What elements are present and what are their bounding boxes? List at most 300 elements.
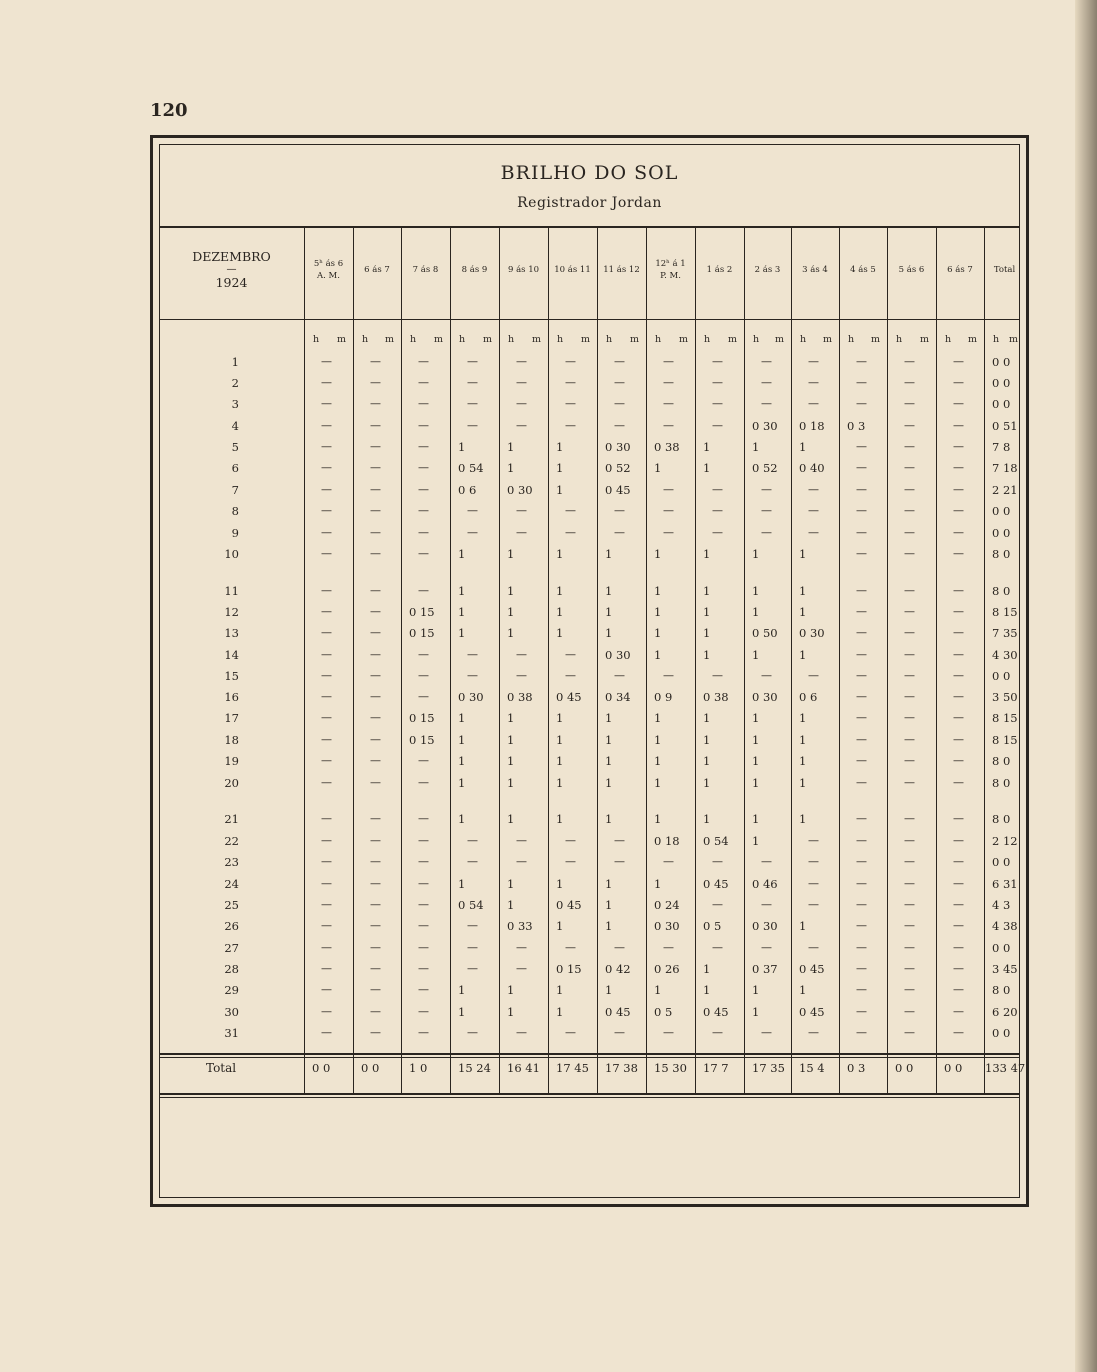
table-cell: 1 bbox=[654, 626, 662, 640]
table-cell: — bbox=[953, 419, 964, 432]
day-number: 14 bbox=[224, 648, 239, 662]
table-cell: — bbox=[516, 855, 527, 868]
table-cell: 0 0 bbox=[992, 941, 1011, 955]
table-cell: 1 bbox=[507, 605, 515, 619]
table-cell: 1 bbox=[654, 648, 662, 662]
table-cell: — bbox=[712, 526, 723, 539]
table-cell: 1 bbox=[556, 983, 564, 997]
table-cell: — bbox=[467, 504, 478, 517]
day-number: 18 bbox=[224, 733, 239, 747]
table-cell: 8 0 bbox=[992, 983, 1011, 997]
table-cell: 0 0 bbox=[992, 504, 1011, 518]
column-header-line1: 5 ás 6 bbox=[898, 265, 925, 275]
table-cell: — bbox=[856, 648, 867, 661]
table-cell: — bbox=[370, 733, 381, 746]
table-cell: — bbox=[614, 855, 625, 868]
table-cell: — bbox=[370, 483, 381, 496]
column-divider bbox=[984, 226, 985, 1093]
table-cell: — bbox=[856, 461, 867, 474]
day-number: 17 bbox=[224, 711, 239, 725]
column-divider bbox=[936, 226, 937, 1093]
day-number: 7 bbox=[231, 483, 239, 497]
table-cell: — bbox=[467, 648, 478, 661]
table-cell: — bbox=[321, 1026, 332, 1039]
table-cell: 1 bbox=[654, 547, 662, 561]
column-divider bbox=[401, 226, 402, 1093]
table-cell: — bbox=[761, 504, 772, 517]
table-cell: 1 bbox=[752, 834, 760, 848]
day-number: 22 bbox=[224, 834, 239, 848]
table-cell: 0 30 bbox=[605, 440, 631, 454]
table-cell: — bbox=[321, 461, 332, 474]
table-cell: — bbox=[321, 504, 332, 517]
unit-hours: h bbox=[313, 334, 320, 345]
table-cell: — bbox=[761, 376, 772, 389]
table-cell: 0 30 bbox=[752, 690, 778, 704]
table-cell: — bbox=[856, 690, 867, 703]
unit-minutes: m bbox=[775, 334, 785, 345]
table-cell: — bbox=[370, 754, 381, 767]
table-cell: — bbox=[712, 355, 723, 368]
table-cell: — bbox=[418, 776, 429, 789]
table-cell: — bbox=[953, 547, 964, 560]
table-cell: 1 bbox=[605, 776, 613, 790]
table-cell: 1 bbox=[458, 711, 466, 725]
table-cell: — bbox=[370, 776, 381, 789]
table-cell: — bbox=[321, 754, 332, 767]
table-cell: — bbox=[904, 355, 915, 368]
table-cell: 0 30 bbox=[654, 919, 680, 933]
table-cell: 1 bbox=[556, 461, 564, 475]
unit-hours: h bbox=[704, 334, 711, 345]
table-cell: 0 15 bbox=[409, 605, 435, 619]
table-cell: 1 bbox=[458, 626, 466, 640]
table-cell: 1 bbox=[703, 776, 711, 790]
table-cell: 1 bbox=[752, 547, 760, 561]
table-cell: — bbox=[418, 483, 429, 496]
table-cell: — bbox=[904, 733, 915, 746]
table-cell: — bbox=[370, 419, 381, 432]
table-cell: — bbox=[370, 711, 381, 724]
table-cell: — bbox=[565, 355, 576, 368]
table-cell: 0 45 bbox=[703, 1005, 729, 1019]
table-cell: 0 50 bbox=[752, 626, 778, 640]
table-cell: 1 bbox=[703, 711, 711, 725]
table-cell: — bbox=[321, 440, 332, 453]
table-cell: — bbox=[856, 962, 867, 975]
day-number: 25 bbox=[224, 898, 239, 912]
table-cell: 0 15 bbox=[409, 733, 435, 747]
table-cell: — bbox=[516, 669, 527, 682]
day-number: 24 bbox=[224, 877, 239, 891]
table-cell: 0 38 bbox=[507, 690, 533, 704]
table-cell: — bbox=[953, 754, 964, 767]
table-cell: — bbox=[370, 355, 381, 368]
table-cell: 1 bbox=[556, 812, 564, 826]
table-cell: 1 bbox=[507, 733, 515, 747]
table-cell: — bbox=[904, 669, 915, 682]
column-header-line1: 11 ás 12 bbox=[603, 265, 640, 275]
table-cell: — bbox=[712, 855, 723, 868]
column-header bbox=[791, 264, 839, 276]
table-cell: 1 bbox=[752, 440, 760, 454]
table-cell: 1 bbox=[458, 584, 466, 598]
table-cell: — bbox=[418, 461, 429, 474]
table-cell: 1 bbox=[605, 898, 613, 912]
table-cell: — bbox=[565, 648, 576, 661]
total-cell: 17 45 bbox=[556, 1061, 589, 1075]
table-cell: — bbox=[614, 397, 625, 410]
column-divider bbox=[887, 226, 888, 1093]
column-divider bbox=[548, 226, 549, 1093]
table-cell: — bbox=[565, 376, 576, 389]
day-number: 29 bbox=[224, 983, 239, 997]
table-cell: — bbox=[565, 941, 576, 954]
table-cell: 1 bbox=[752, 983, 760, 997]
table-cell: — bbox=[953, 461, 964, 474]
table-cell: — bbox=[418, 440, 429, 453]
day-number: 19 bbox=[224, 754, 239, 768]
table-cell: 0 0 bbox=[992, 526, 1011, 540]
table-cell: 0 0 bbox=[992, 376, 1011, 390]
table-cell: — bbox=[467, 419, 478, 432]
table-cell: — bbox=[321, 1005, 332, 1018]
table-cell: — bbox=[516, 376, 527, 389]
table-cell: 1 bbox=[703, 461, 711, 475]
table-cell: 0 33 bbox=[507, 919, 533, 933]
table-cell: 1 bbox=[752, 711, 760, 725]
table-cell: — bbox=[614, 834, 625, 847]
table-cell: — bbox=[370, 397, 381, 410]
table-cell: 8 0 bbox=[992, 754, 1011, 768]
table-cell: — bbox=[565, 504, 576, 517]
table-cell: — bbox=[904, 605, 915, 618]
table-cell: 1 bbox=[605, 711, 613, 725]
table-cell: — bbox=[856, 397, 867, 410]
table-cell: — bbox=[953, 355, 964, 368]
table-cell: — bbox=[467, 355, 478, 368]
table-cell: — bbox=[953, 504, 964, 517]
table-cell: — bbox=[761, 669, 772, 682]
table-cell: — bbox=[418, 419, 429, 432]
table-cell: 1 bbox=[703, 605, 711, 619]
table-cell: 4 38 bbox=[992, 919, 1018, 933]
table-cell: 1 bbox=[605, 877, 613, 891]
page-subtitle: Registrador Jordan bbox=[517, 195, 662, 211]
column-divider bbox=[304, 226, 305, 1093]
table-cell: 1 bbox=[507, 626, 515, 640]
table-cell: 1 bbox=[654, 812, 662, 826]
table-cell: — bbox=[808, 483, 819, 496]
unit-hours: h bbox=[800, 334, 807, 345]
table-cell: — bbox=[467, 669, 478, 682]
table-cell: 0 45 bbox=[799, 1005, 825, 1019]
table-cell: 0 54 bbox=[703, 834, 729, 848]
table-cell: 8 0 bbox=[992, 776, 1011, 790]
column-header-line1: 6 ás 7 bbox=[947, 265, 973, 275]
column-header-line1: 12ʰ á 1 bbox=[655, 259, 686, 269]
unit-hours: h bbox=[848, 334, 855, 345]
table-cell: 1 bbox=[605, 983, 613, 997]
table-cell: 8 15 bbox=[992, 733, 1018, 747]
column-header-line1: 9 ás 10 bbox=[507, 265, 540, 275]
table-cell: — bbox=[370, 605, 381, 618]
table-cell: — bbox=[808, 397, 819, 410]
table-cell: 1 bbox=[458, 776, 466, 790]
table-cell: 1 bbox=[507, 584, 515, 598]
table-cell: — bbox=[418, 919, 429, 932]
table-cell: — bbox=[663, 397, 674, 410]
column-header bbox=[304, 258, 353, 282]
unit-minutes: m bbox=[337, 334, 347, 345]
table-cell: — bbox=[321, 690, 332, 703]
table-cell: 1 bbox=[458, 1005, 466, 1019]
table-cell: 0 51 bbox=[992, 419, 1018, 433]
table-cell: 0 9 bbox=[654, 690, 673, 704]
table-cell: 8 0 bbox=[992, 547, 1011, 561]
table-cell: — bbox=[321, 898, 332, 911]
table-cell: — bbox=[856, 919, 867, 932]
table-cell: — bbox=[712, 376, 723, 389]
table-cell: — bbox=[856, 983, 867, 996]
table-cell: 8 0 bbox=[992, 584, 1011, 598]
table-cell: — bbox=[712, 1026, 723, 1039]
table-cell: 1 bbox=[752, 812, 760, 826]
table-cell: — bbox=[808, 504, 819, 517]
table-cell: — bbox=[370, 919, 381, 932]
table-cell: — bbox=[418, 834, 429, 847]
table-cell: — bbox=[418, 962, 429, 975]
table-cell: — bbox=[516, 1026, 527, 1039]
table-cell: — bbox=[953, 898, 964, 911]
table-cell: 1 bbox=[458, 877, 466, 891]
column-header bbox=[548, 264, 597, 276]
table-cell: 0 37 bbox=[752, 962, 778, 976]
table-cell: 2 21 bbox=[992, 483, 1018, 497]
table-cell: — bbox=[370, 461, 381, 474]
table-cell: — bbox=[808, 1026, 819, 1039]
table-cell: — bbox=[370, 376, 381, 389]
table-cell: — bbox=[418, 584, 429, 597]
page-edge bbox=[1075, 0, 1097, 1372]
table-cell: 1 bbox=[799, 754, 807, 768]
unit-hours: h bbox=[896, 334, 903, 345]
table-cell: — bbox=[761, 526, 772, 539]
table-cell: — bbox=[856, 547, 867, 560]
table-cell: — bbox=[614, 1026, 625, 1039]
table-cell: 1 bbox=[654, 711, 662, 725]
table-cell: — bbox=[953, 669, 964, 682]
column-header bbox=[744, 264, 791, 276]
table-cell: 1 bbox=[507, 754, 515, 768]
table-cell: — bbox=[904, 461, 915, 474]
total-cell: 0 0 bbox=[361, 1061, 380, 1075]
day-number: 1 bbox=[231, 355, 239, 369]
table-cell: 3 50 bbox=[992, 690, 1018, 704]
table-cell: — bbox=[953, 483, 964, 496]
table-cell: 1 bbox=[799, 919, 807, 933]
table-cell: — bbox=[516, 941, 527, 954]
table-cell: — bbox=[663, 355, 674, 368]
column-header-line1: 10 ás 11 bbox=[554, 265, 591, 275]
day-number: 11 bbox=[224, 584, 239, 598]
column-header bbox=[936, 264, 984, 276]
table-cell: — bbox=[953, 812, 964, 825]
table-cell: — bbox=[516, 419, 527, 432]
table-cell: 1 bbox=[799, 733, 807, 747]
table-cell: 0 38 bbox=[703, 690, 729, 704]
table-cell: 1 bbox=[703, 733, 711, 747]
table-cell: 0 54 bbox=[458, 898, 484, 912]
unit-minutes: m bbox=[483, 334, 493, 345]
table-cell: — bbox=[321, 919, 332, 932]
table-cell: 4 30 bbox=[992, 648, 1018, 662]
column-header bbox=[887, 264, 936, 276]
unit-minutes: m bbox=[1009, 334, 1019, 345]
table-cell: — bbox=[614, 526, 625, 539]
column-divider bbox=[744, 226, 745, 1093]
table-cell: — bbox=[712, 397, 723, 410]
table-cell: 0 6 bbox=[458, 483, 477, 497]
total-bottom-rule bbox=[160, 1093, 1019, 1095]
table-cell: — bbox=[663, 526, 674, 539]
total-top-rule-2 bbox=[160, 1057, 1019, 1058]
table-cell: 1 bbox=[556, 547, 564, 561]
table-cell: 0 5 bbox=[654, 1005, 673, 1019]
table-cell: 1 bbox=[556, 584, 564, 598]
table-cell: — bbox=[418, 397, 429, 410]
table-cell: — bbox=[418, 1005, 429, 1018]
table-cell: 0 5 bbox=[703, 919, 722, 933]
table-cell: — bbox=[904, 1005, 915, 1018]
table-cell: — bbox=[856, 1026, 867, 1039]
table-cell: — bbox=[370, 1005, 381, 1018]
table-cell: — bbox=[614, 355, 625, 368]
table-cell: 0 18 bbox=[654, 834, 680, 848]
table-cell: 0 15 bbox=[409, 711, 435, 725]
table-cell: — bbox=[614, 504, 625, 517]
table-cell: 0 0 bbox=[992, 1026, 1011, 1040]
column-header bbox=[984, 264, 1025, 276]
table-cell: — bbox=[904, 376, 915, 389]
total-bottom-rule-2 bbox=[160, 1097, 1019, 1098]
total-cell: 1 0 bbox=[409, 1061, 428, 1075]
table-cell: — bbox=[321, 605, 332, 618]
table-cell: — bbox=[761, 483, 772, 496]
table-cell: 0 30 bbox=[605, 648, 631, 662]
table-cell: — bbox=[321, 834, 332, 847]
table-cell: — bbox=[761, 898, 772, 911]
table-cell: 1 bbox=[458, 605, 466, 619]
table-cell: — bbox=[904, 397, 915, 410]
unit-hours: h bbox=[508, 334, 515, 345]
unit-hours: h bbox=[753, 334, 760, 345]
table-cell: — bbox=[370, 547, 381, 560]
table-cell: — bbox=[418, 547, 429, 560]
table-cell: 1 bbox=[799, 711, 807, 725]
column-divider bbox=[353, 226, 354, 1093]
table-cell: — bbox=[808, 877, 819, 890]
column-header-line1: 3 ás 4 bbox=[802, 265, 828, 275]
table-cell: — bbox=[370, 941, 381, 954]
day-number: 3 bbox=[231, 397, 239, 411]
table-cell: 1 bbox=[799, 812, 807, 826]
table-cell: — bbox=[321, 855, 332, 868]
table-cell: 1 bbox=[703, 648, 711, 662]
table-cell: 1 bbox=[654, 605, 662, 619]
table-cell: — bbox=[904, 483, 915, 496]
table-cell: — bbox=[565, 1026, 576, 1039]
table-cell: — bbox=[370, 626, 381, 639]
table-cell: — bbox=[712, 419, 723, 432]
table-cell: — bbox=[953, 877, 964, 890]
table-cell: 1 bbox=[703, 584, 711, 598]
table-cell: 1 bbox=[752, 754, 760, 768]
table-cell: — bbox=[418, 877, 429, 890]
column-header-line2: P. M. bbox=[660, 271, 681, 281]
table-cell: — bbox=[663, 483, 674, 496]
page-title: BRILHO DO SOL bbox=[500, 162, 679, 184]
table-cell: — bbox=[953, 440, 964, 453]
table-cell: — bbox=[953, 919, 964, 932]
day-number: 30 bbox=[224, 1005, 239, 1019]
table-cell: — bbox=[370, 1026, 381, 1039]
table-cell: 0 30 bbox=[507, 483, 533, 497]
table-cell: — bbox=[418, 648, 429, 661]
table-frame bbox=[150, 135, 1029, 1207]
table-cell: 1 bbox=[605, 919, 613, 933]
table-cell: — bbox=[418, 504, 429, 517]
table-cell: 1 bbox=[507, 461, 515, 475]
table-cell: 7 18 bbox=[992, 461, 1018, 475]
table-cell: — bbox=[856, 877, 867, 890]
table-cell: — bbox=[953, 648, 964, 661]
table-cell: — bbox=[808, 898, 819, 911]
table-cell: — bbox=[856, 754, 867, 767]
column-header bbox=[646, 258, 695, 282]
table-cell: — bbox=[953, 584, 964, 597]
table-cell: — bbox=[467, 397, 478, 410]
table-cell: 1 bbox=[605, 733, 613, 747]
table-cell: — bbox=[467, 855, 478, 868]
table-cell: — bbox=[808, 855, 819, 868]
column-divider bbox=[646, 226, 647, 1093]
unit-hours: h bbox=[362, 334, 369, 345]
table-cell: — bbox=[321, 941, 332, 954]
table-cell: — bbox=[370, 504, 381, 517]
table-cell: 0 34 bbox=[605, 690, 631, 704]
table-cell: — bbox=[953, 711, 964, 724]
table-cell: — bbox=[418, 754, 429, 767]
table-cell: — bbox=[953, 626, 964, 639]
day-number: 21 bbox=[224, 812, 239, 826]
table-cell: 0 40 bbox=[799, 461, 825, 475]
table-cell: — bbox=[418, 376, 429, 389]
table-cell: — bbox=[516, 834, 527, 847]
month-header-dash: — bbox=[226, 264, 237, 275]
table-cell: — bbox=[953, 983, 964, 996]
table-cell: — bbox=[321, 962, 332, 975]
table-cell: 8 15 bbox=[992, 711, 1018, 725]
table-cell: — bbox=[467, 962, 478, 975]
column-divider bbox=[450, 226, 451, 1093]
table-cell: — bbox=[953, 834, 964, 847]
table-cell: — bbox=[904, 626, 915, 639]
column-divider bbox=[839, 226, 840, 1093]
table-cell: 1 bbox=[703, 983, 711, 997]
table-cell: — bbox=[370, 898, 381, 911]
unit-minutes: m bbox=[728, 334, 738, 345]
